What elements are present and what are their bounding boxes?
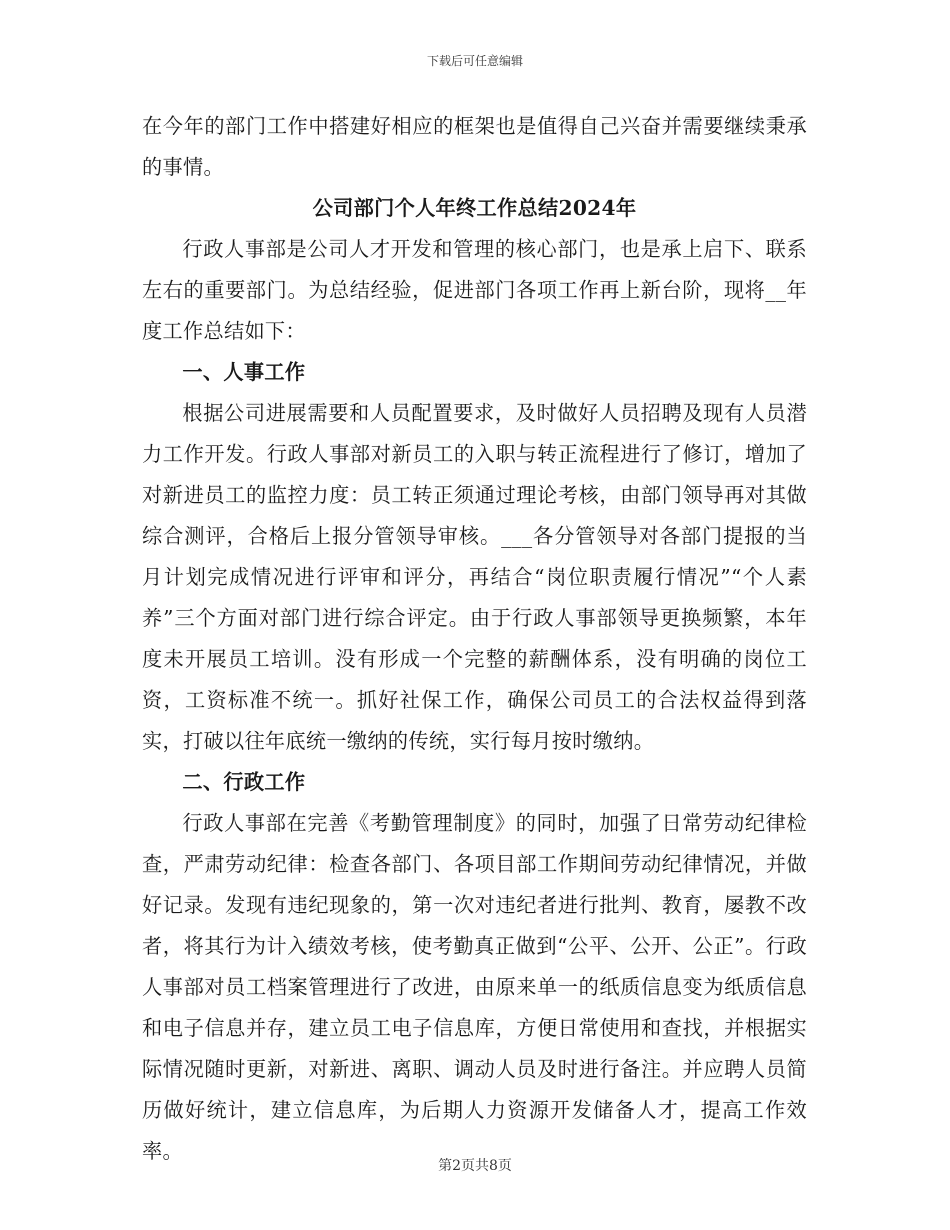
section-heading-administration: 二、行政工作 <box>182 770 306 794</box>
paragraph-administration: 行政人事部在完善《考勤管理制度》的同时，加强了日常劳动纪律检查，严肃劳动纪律：检查各部门、各项目部工作期间劳动纪律情况，并做好记录。发现有违纪现象的，第一次对违纪者进行批判、教育，屡教不改者，将其行为计入绩效考核，使考勤真正做到“公平、公开、公正”。行政人事部对员工档案管理进行了改进，由原来单一的纸质信息变为纸质信息和电子信息并存，建立员工电子信息库，方便日常使用和查找，并根据实际情况随时更新，对新进、离职、调动人员及时进行备注。并应聘人员简历做好统计，建立信息库，为后期人力资源开发储备人才，提高工作效率。 <box>142 811 807 1163</box>
paragraph-personnel: 根据公司进展需要和人员配置要求，及时做好人员招聘及现有人员潜力工作开发。行政人事部对新员工的入职与转正流程进行了修订，增加了对新进员工的监控力度：员工转正须通过理论考核，由部门领导再对其做综合测评，合格后上报分管领导审核。___各分管领导对各部门提报的当月计划完成情况进行评审和评分，再结合“岗位职责履行情况”“个人素养”三个方面对部门进行综合评定。由于行政人事部领导更换频繁，本年度未开展员工培训。没有形成一个完整的薪酬体系，没有明确的岗位工资，工资标准不统一。抓好社保工作，确保公司员工的合法权益得到落实，打破以往年底统一缴纳的传统，实行每月按时缴纳。 <box>142 401 807 753</box>
document-title: 公司部门个人年终工作总结2024年 <box>312 196 637 220</box>
page-header: 下载后可任意编辑 <box>426 54 523 68</box>
paragraph-intro: 行政人事部是公司人才开发和管理的核心部门，也是承上启下、联系左右的重要部门。为总结经验，促进部门各项工作再上新台阶，现将__年度工作总结如下： <box>142 237 807 343</box>
page-footer: 第2页共8页 <box>438 1158 512 1174</box>
section-heading-personnel: 一、人事工作 <box>182 360 306 384</box>
document-body <box>142 106 807 1172</box>
paragraph-continuation: 在今年的部门工作中搭建好相应的框架也是值得自己兴奋并需要继续秉承的事情。 <box>142 114 807 179</box>
